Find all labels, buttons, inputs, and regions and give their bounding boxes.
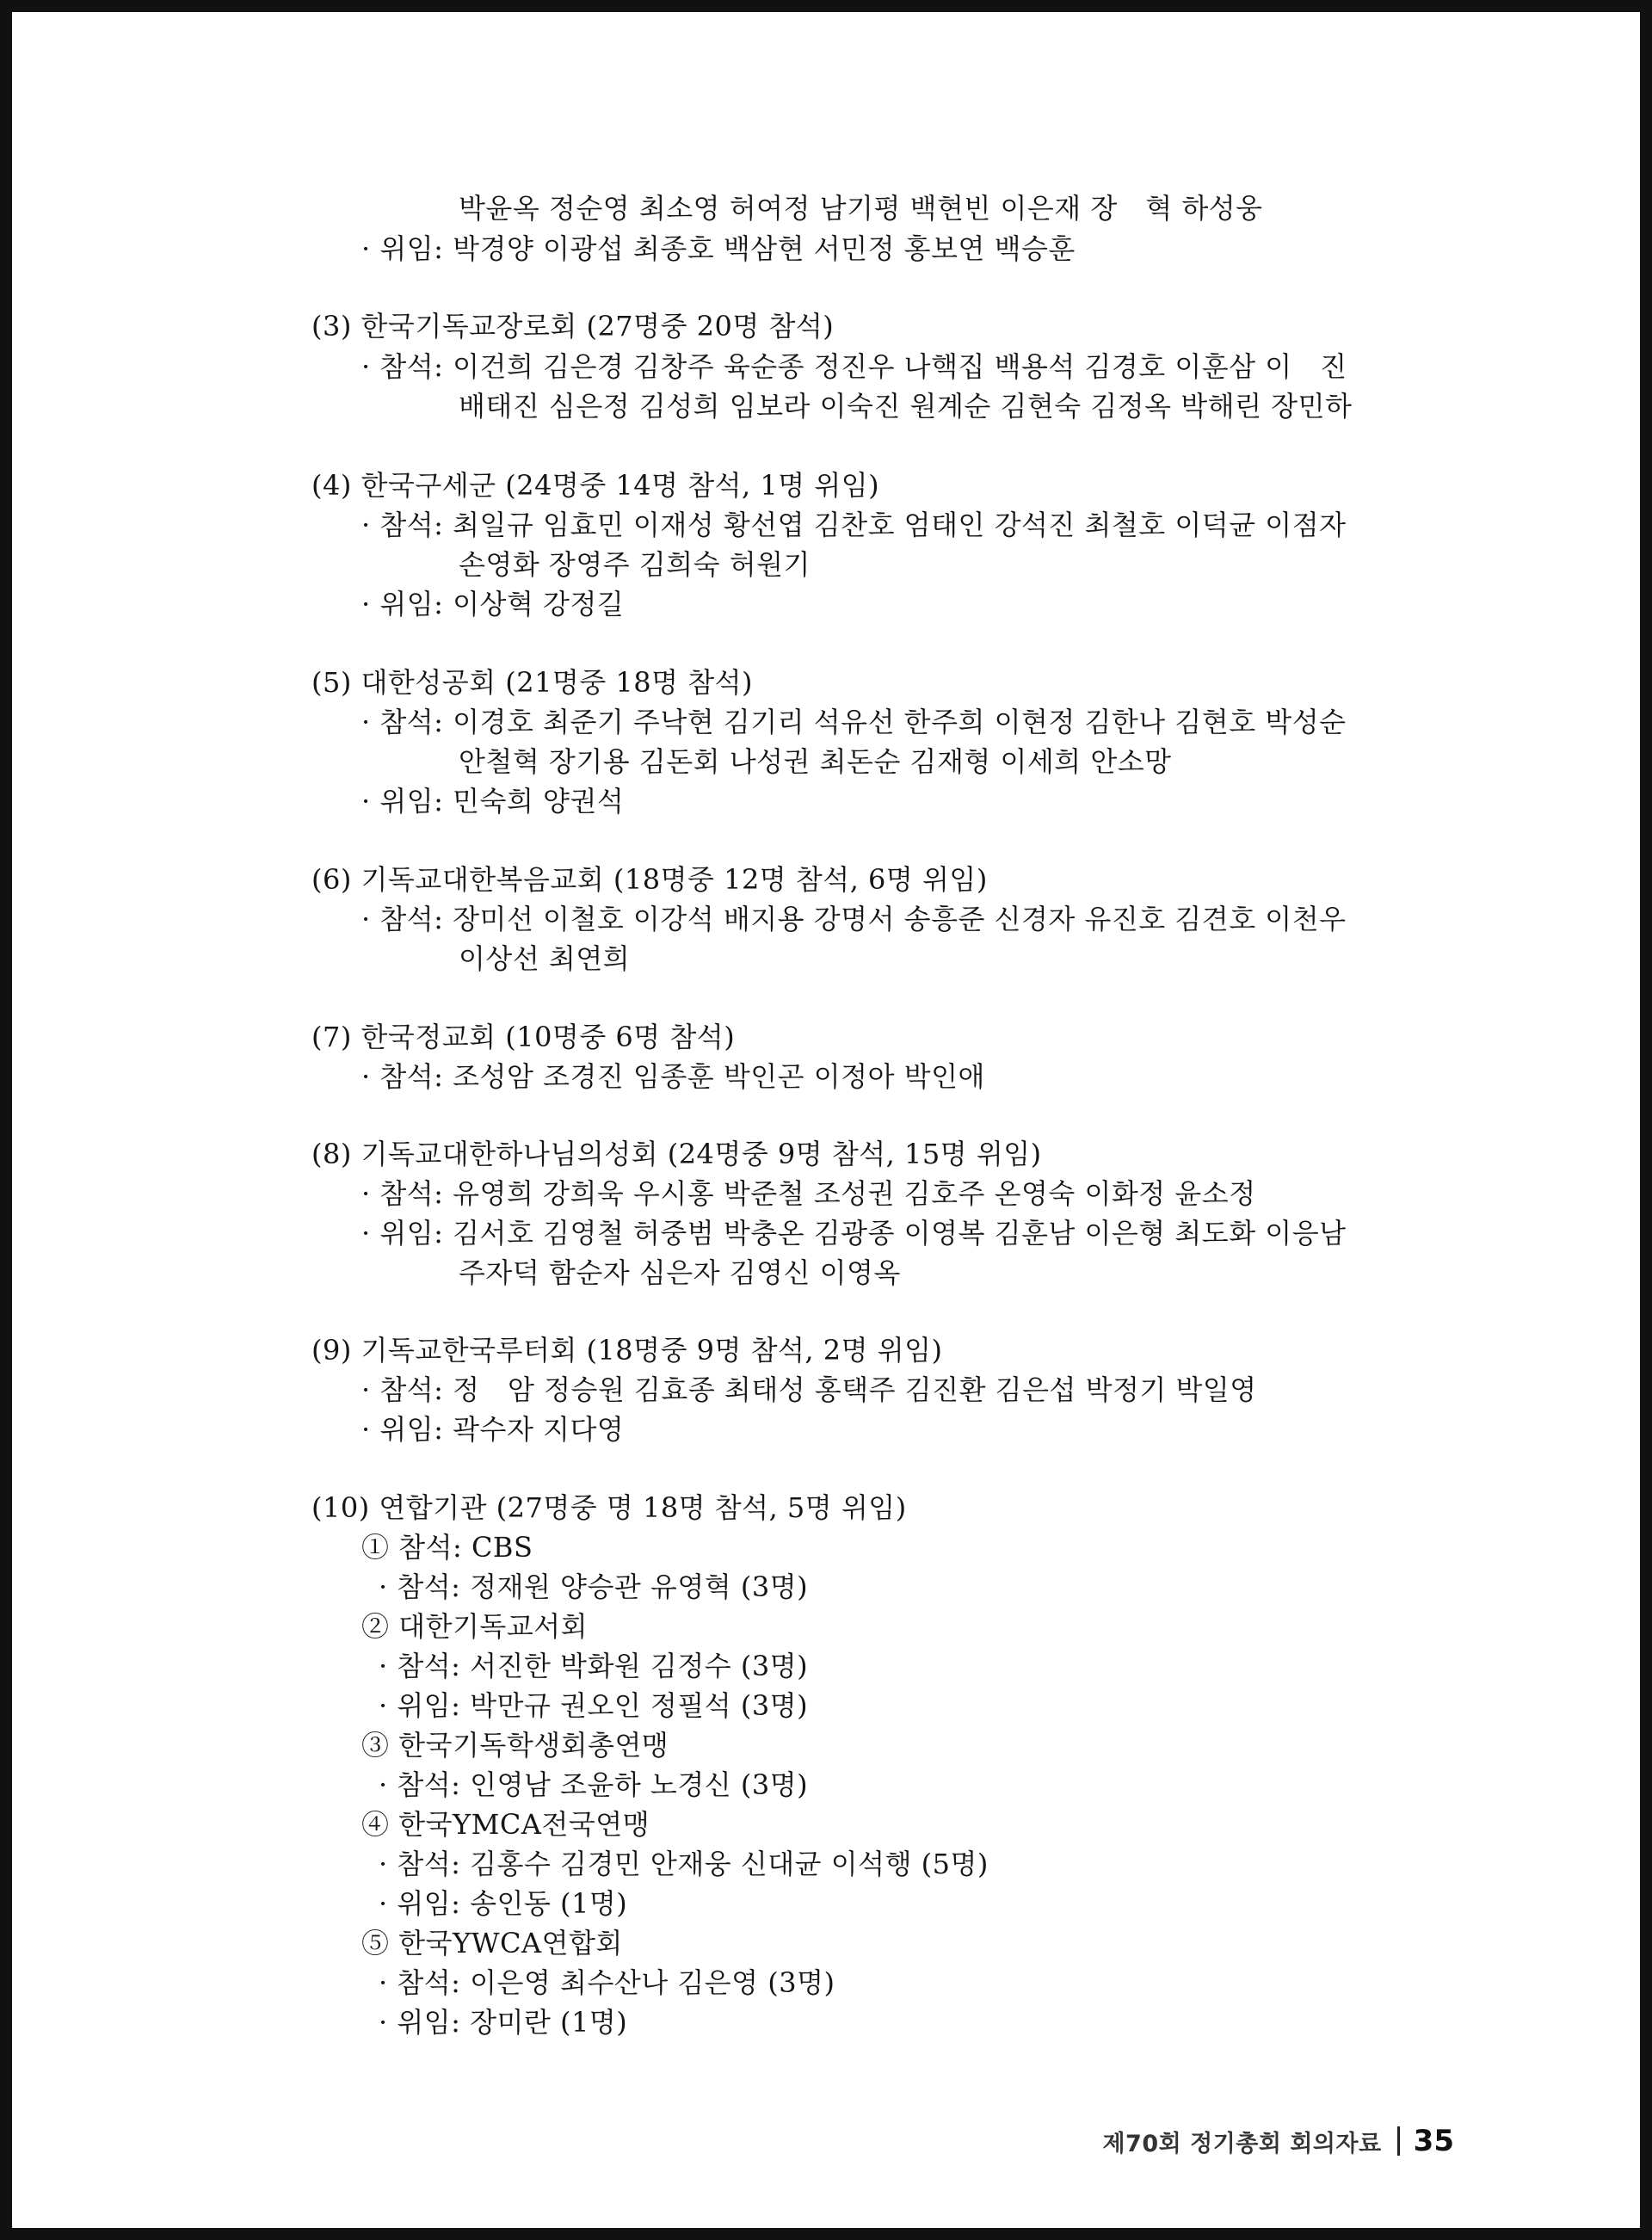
footer-separator (1397, 2126, 1400, 2156)
sub-item-1: ① 참석: CBS (361, 1531, 533, 1564)
section-heading-6: (6) 기독교대한복음교회 (18명중 12명 참석, 6명 위임) (311, 863, 988, 896)
section-heading-5: (5) 대한성공회 (21명중 18명 참석) (311, 666, 754, 699)
line-32: · 참석: 인영남 조윤하 노경신 (3명) (379, 1768, 809, 1801)
section-heading-8: (8) 기독교대한하나님의성회 (24명중 9명 참석, 15명 위임) (311, 1138, 1042, 1170)
line-1: · 위임: 박경양 이광섭 최종호 백삼현 서민정 홍보연 백승훈 (361, 232, 1076, 265)
line-0: 박윤옥 정순영 최소영 허여정 남기평 백현빈 이은재 장 혁 하성웅 (459, 192, 1263, 225)
sub-item-2: ② 대한기독교서회 (361, 1610, 589, 1643)
line-8: · 위임: 이상혁 강정길 (361, 588, 625, 620)
page-footer (1067, 2121, 1454, 2161)
sub-item-4: ④ 한국YMCA전국연맹 (361, 1808, 650, 1841)
line-14: · 참석: 장미선 이철호 이강석 배지용 강명서 송흥준 신경자 유진호 김견호 이천우 (361, 903, 1347, 935)
line-34: · 참석: 김홍수 김경민 안재웅 신대균 이석행 (5명) (379, 1848, 989, 1880)
line-30: · 위임: 박만규 권오인 정필석 (3명) (379, 1689, 809, 1722)
line-15: 이상선 최연희 (459, 942, 631, 975)
line-23: · 참석: 정 암 정승원 김효종 최태성 홍택주 김진환 김은섭 박정기 박일영 (361, 1373, 1257, 1406)
section-heading-7: (7) 한국정교회 (10명중 6명 참석) (311, 1021, 736, 1053)
line-19: · 참석: 유영희 강희욱 우시홍 박준철 조성권 김호주 온영숙 이화정 윤소정 (361, 1177, 1256, 1210)
line-10: · 참석: 이경호 최준기 주낙현 김기리 석유선 한주희 이현정 김한나 김현호 박성순 (361, 706, 1347, 738)
sub-item-5: ⑤ 한국YWCA연합회 (361, 1927, 623, 1959)
line-7: 손영화 장영주 김희숙 허원기 (459, 548, 811, 581)
line-29: · 참석: 서진한 박화원 김정수 (3명) (379, 1650, 809, 1682)
line-11: 안철혁 장기용 김돈회 나성권 최돈순 김재형 이세희 안소망 (459, 745, 1172, 778)
line-4: 배태진 심은정 김성희 임보라 이숙진 원계순 김현숙 김정옥 박해린 장민하 (459, 390, 1353, 423)
line-27: · 참석: 정재원 양승관 유영혁 (3명) (379, 1570, 809, 1603)
section-heading-3: (3) 한국기독교장로회 (27명중 20명 참석) (311, 310, 835, 342)
section-heading-9: (9) 기독교한국루터회 (18명중 9명 참석, 2명 위임) (311, 1334, 943, 1367)
line-37: · 참석: 이은영 최수산나 김은영 (3명) (379, 1966, 835, 1999)
line-24: · 위임: 곽수자 지다영 (361, 1413, 625, 1446)
line-12: · 위임: 민숙희 양권석 (361, 785, 625, 818)
footer-title: 제70회 정기총회 회의자료 (1102, 2130, 1382, 2157)
section-heading-10: (10) 연합기관 (27명중 명 18명 참석, 5명 위임) (311, 1491, 907, 1524)
line-3: · 참석: 이건희 김은경 김창주 육순종 정진우 나핵집 백용석 김경호 이훈삼 이 진 (361, 350, 1347, 383)
line-35: · 위임: 송인동 (1명) (379, 1887, 628, 1920)
line-38: · 위임: 장미란 (1명) (379, 2006, 628, 2039)
page-number: 35 (1413, 2124, 1454, 2158)
line-20: · 위임: 김서호 김영철 허중범 박충온 김광종 이영복 김훈남 이은형 최도화 이응남 (361, 1217, 1347, 1250)
sub-item-3: ③ 한국기독학생회총연맹 (361, 1729, 669, 1762)
line-21: 주자덕 함순자 심은자 김영신 이영옥 (459, 1256, 901, 1289)
line-17: · 참석: 조성암 조경진 임종훈 박인곤 이정아 박인애 (361, 1060, 985, 1093)
line-6: · 참석: 최일규 임효민 이재성 황선엽 김찬호 엄태인 강석진 최철호 이덕균 이점자 (361, 509, 1347, 541)
section-heading-4: (4) 한국구세군 (24명중 14명 참석, 1명 위임) (311, 469, 880, 502)
